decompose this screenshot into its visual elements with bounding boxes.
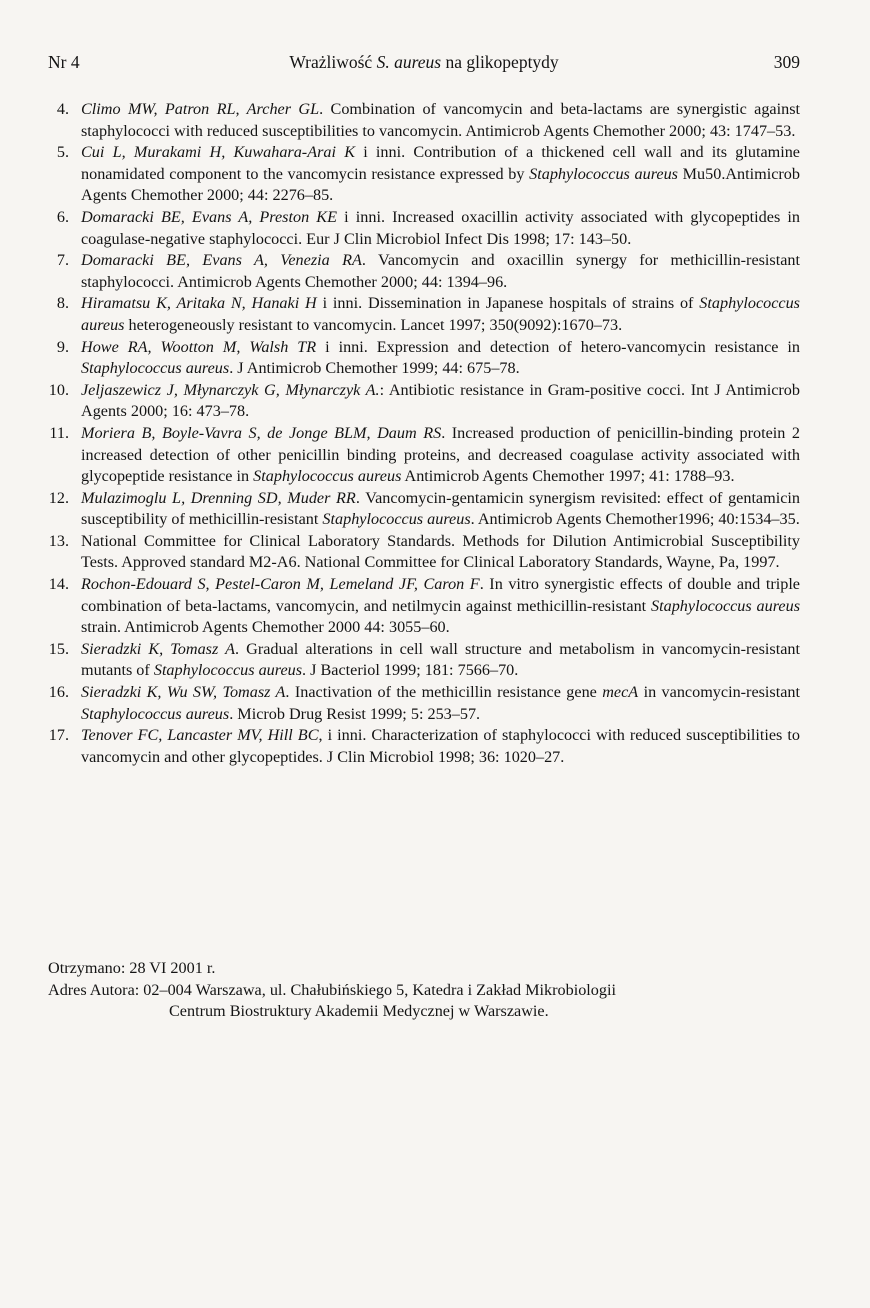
reference-authors: Jeljaszewicz J, Młynarczyk G, Młynarczyk A. — [81, 380, 380, 399]
reference-item — [48, 380, 800, 423]
article-footer — [48, 958, 800, 1023]
reference-text: i inni. Dissemination in Japanese hospitals of strains of — [316, 294, 700, 313]
reference-item — [48, 531, 800, 574]
reference-item — [48, 682, 800, 725]
reference-number: 5. — [56, 143, 69, 162]
reference-authors: Tenover FC, Lancaster MV, Hill BC — [81, 726, 319, 745]
reference-authors: Climo MW, Patron RL, Archer GL — [81, 100, 320, 118]
reference-text: . Antimicrob Agents Chemother1996; 40:1534–35. — [470, 510, 800, 529]
reference-text: i inni. Increased oxacillin activity associated with glycopeptides in coagulase-negative staphylococci. Eur J Clin Microbiol Infect Dis 1998; 17: 143–50. — [81, 207, 800, 248]
reference-authors: Moriera B, Boyle-Vavra S, de Jonge BLM, Daum RS — [81, 423, 442, 442]
running-header — [48, 52, 800, 76]
reference-number: 15. — [48, 639, 69, 658]
reference-species: Staphylococcus aureus — [153, 661, 303, 680]
reference-item — [48, 99, 800, 142]
reference-number: 13. — [48, 531, 69, 550]
reference-species: Staphylococcus aureus — [253, 467, 402, 486]
reference-item — [48, 488, 800, 531]
reference-number: 10. — [48, 380, 69, 399]
reference-authors: Mulazimoglu L, Drenning SD, Muder RR — [81, 488, 356, 507]
page-number: 309 — [773, 52, 800, 72]
reference-text: in vancomycin-resistant — [638, 683, 800, 702]
reference-text: . Gradual alterations in cell wall structure and metabolism in vancomycin-resistant mutants of — [81, 639, 800, 680]
reference-list — [48, 99, 800, 768]
reference-text: heterogeneously resistant to vancomycin. Lancet 1997; 350(9092):1670–73. — [124, 315, 623, 334]
reference-species: Staphylococcus aureus — [651, 596, 801, 615]
reference-text: i inni. Contribution of a thickened cell wall and its glutamine nonamidated component to the vancomycin resistance expressed by — [81, 143, 800, 183]
reference-species: Staphylococcus aureus — [529, 164, 678, 183]
reference-species: Staphylococcus aureus — [81, 294, 800, 334]
reference-number: 8. — [56, 294, 69, 313]
reference-authors: Domaracki BE, Evans A, Venezia RA — [81, 251, 362, 270]
reference-authors: Rochon-Edouard S, Pestel-Caron M, Lemeland JF, Caron F — [81, 575, 480, 594]
reference-gene: mecA — [602, 683, 639, 702]
reference-text: , i inni. Characterization of staphylococci with reduced susceptibilities to vancomycin and other glycopeptides. J Clin Microbiol 1998; 36: 1020–27. — [81, 726, 800, 766]
reference-number: 16. — [48, 683, 69, 702]
reference-authors: Cui L, Murakami H, Kuwahara-Arai K — [81, 143, 355, 162]
reference-number: 9. — [56, 337, 69, 356]
reference-number: 4. — [56, 100, 69, 118]
running-title-suffix: na glikopeptydy — [441, 52, 559, 72]
reference-item — [48, 725, 800, 768]
reference-text: . Vancomycin and oxacillin synergy for methicillin-resistant staphylococci. Antimicrob Agents Chemother 2000; 44: 1394–96. — [81, 251, 801, 291]
reference-authors: Domaracki BE, Evans A, Preston KE — [81, 207, 337, 226]
reference-item — [48, 337, 800, 380]
reference-authors: Sieradzki K, Wu SW, Tomasz A — [81, 683, 286, 702]
reference-authors: Howe RA, Wootton M, Walsh TR — [81, 337, 317, 356]
reference-text: . Microb Drug Resist 1999; 5: 253–57. — [229, 704, 481, 723]
reference-text: Antimicrob Agents Chemother 1997; 41: 1788–93. — [401, 467, 735, 486]
author-address-continued: Centrum Biostruktury Akademii Medycznej w Warszawie. — [169, 1002, 549, 1021]
reference-text: National Committee for Clinical Laboratory Standards. Methods for Dilution Antimicrobial Susceptibility Tests. Approved standard M2-A6. National Committee for Clinical Laboratory Standards, Wayne, Pa, 1997. — [81, 531, 800, 572]
running-title-prefix: Wrażliwość — [289, 52, 377, 72]
reference-authors: Sieradzki K, Tomasz A — [81, 639, 235, 658]
reference-number: 11. — [49, 423, 69, 442]
reference-number: 12. — [48, 488, 69, 507]
reference-item — [48, 207, 800, 250]
reference-text: . J Antimicrob Chemother 1999; 44: 675–78. — [229, 359, 520, 378]
reference-number: 6. — [56, 207, 69, 226]
reference-authors: Hiramatsu K, Aritaka N, Hanaki H — [81, 294, 317, 313]
reference-item — [48, 293, 800, 336]
reference-item — [48, 639, 800, 682]
reference-text: : Antibiotic resistance in Gram-positive cocci. Int J Antimicrob Agents 2000; 16: 473–78. — [81, 380, 800, 421]
reference-species: Staphylococcus aureus — [81, 704, 230, 723]
received-date: Otrzymano: 28 VI 2001 r. — [48, 959, 216, 977]
reference-text: . Inactivation of the methicillin resistance gene — [285, 683, 603, 702]
reference-text: Mu50.Antimicrob Agents Chemother 2000; 44: 2276–85. — [81, 164, 800, 205]
running-title — [48, 52, 800, 73]
reference-number: 7. — [56, 251, 69, 270]
reference-item — [48, 250, 800, 293]
reference-text: . J Bacteriol 1999; 181: 7566–70. — [302, 661, 519, 680]
reference-text: . Vancomycin-gentamicin synergism revisited: effect of gentamicin susceptibility of methicillin-resistant — [81, 488, 800, 529]
reference-species: Staphylococcus aureus — [81, 359, 230, 378]
reference-text: . Increased production of penicillin-binding protein 2 increased detection of other penicillin binding proteins, and decreased coagulase activity associated with glycopeptide resistance in — [81, 423, 801, 486]
reference-number: 14. — [48, 575, 69, 594]
reference-text: i inni. Expression and detection of hetero-vancomycin resistance in — [316, 337, 801, 356]
journal-issue: Nr 4 — [48, 52, 80, 72]
reference-number: 17. — [48, 726, 69, 745]
running-title-species: S. aureus — [376, 52, 442, 72]
reference-item — [48, 423, 800, 488]
reference-text: strain. Antimicrob Agents Chemother 2000 44: 3055–60. — [81, 618, 450, 637]
reference-item — [48, 142, 800, 207]
reference-species: Staphylococcus aureus — [322, 510, 471, 529]
author-address: Adres Autora: 02–004 Warszawa, ul. Chałubińskiego 5, Katedra i Zakład Mikrobiologii — [48, 980, 616, 999]
reference-item — [48, 574, 800, 639]
reference-text: . In vitro synergistic effects of double and triple combination of beta-lactams, vancomycin, and netilmycin against methicillin-resistant — [81, 575, 800, 615]
reference-text: . Combination of vancomycin and beta-lactams are synergistic against staphylococci with reduced susceptibilities to vancomycin. Antimicrob Agents Chemother 2000; 43: 1747–53. — [81, 100, 801, 140]
